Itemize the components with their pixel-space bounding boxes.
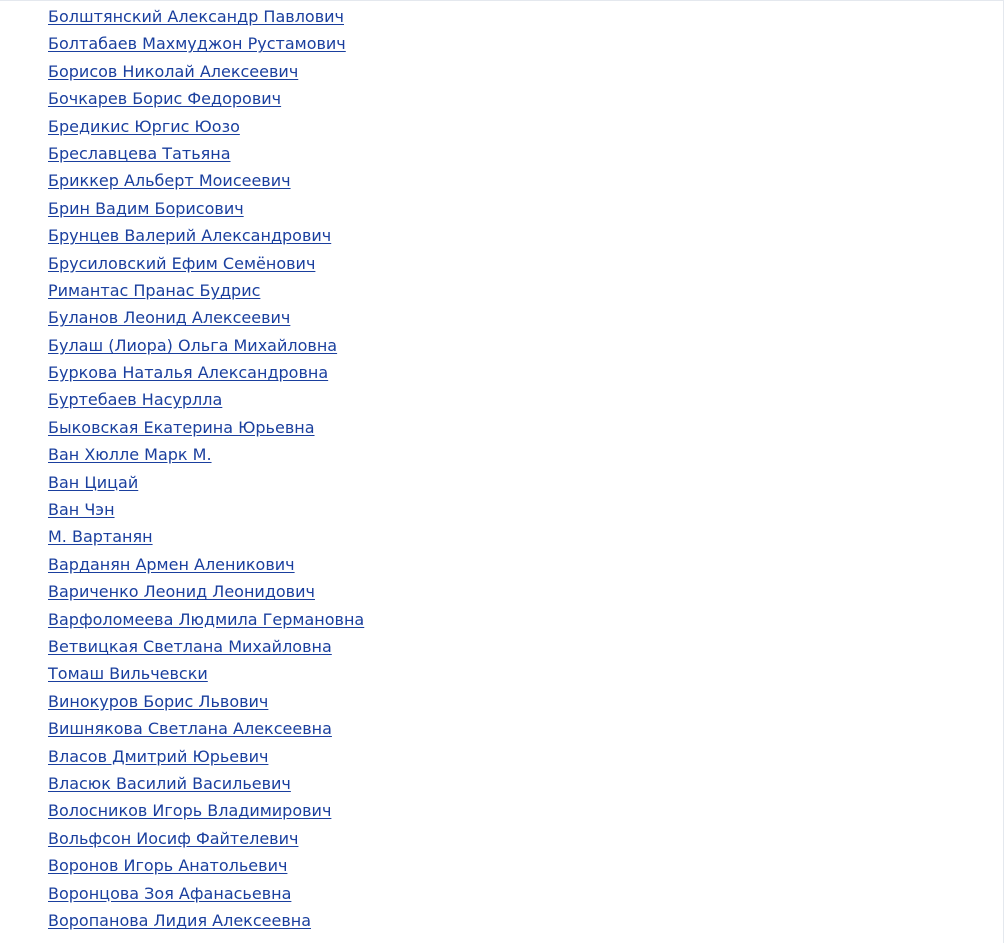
author-name-link[interactable]: Волосников Игорь Владимирович	[48, 801, 332, 821]
author-name-link[interactable]: Власов Дмитрий Юрьевич	[48, 746, 269, 766]
list-item	[48, 880, 364, 907]
author-name-link[interactable]: Буланов Леонид Алексеевич	[48, 308, 291, 328]
list-item	[48, 715, 364, 742]
author-name-link[interactable]: Брин Вадим Борисович	[48, 198, 244, 218]
author-name-link[interactable]: Воронцова Зоя Афанасьевна	[48, 883, 292, 903]
list-item	[48, 743, 364, 770]
list-item	[48, 496, 364, 523]
list-item	[48, 797, 364, 824]
author-name-link[interactable]: Брунцев Валерий Александрович	[48, 226, 332, 246]
list-item	[48, 113, 364, 140]
list-item	[48, 386, 364, 413]
list-item	[48, 332, 364, 359]
list-item	[48, 222, 364, 249]
author-name-link[interactable]: Булаш (Лиора) Ольга Михайловна	[48, 335, 338, 355]
list-item	[48, 523, 364, 550]
list-item	[48, 195, 364, 222]
author-name-link[interactable]: Бредикис Юргис Юозо	[48, 116, 240, 136]
author-name-link[interactable]: Ван Чэн	[48, 500, 115, 520]
author-name-list	[48, 3, 364, 934]
author-name-link[interactable]: Ван Хюлле Марк М.	[48, 445, 212, 465]
author-name-link[interactable]: Болштянский Александр Павлович	[48, 7, 344, 26]
list-item	[48, 3, 364, 30]
author-name-link[interactable]: Варданян Армен Аленикович	[48, 554, 295, 574]
list-item	[48, 660, 364, 687]
author-name-link[interactable]: Борисов Николай Алексеевич	[48, 61, 299, 81]
author-name-link[interactable]: Власюк Василий Васильевич	[48, 773, 291, 793]
author-name-link[interactable]: Римантас Пранас Будрис	[48, 280, 261, 300]
author-name-link[interactable]: Ветвицкая Светлана Михайловна	[48, 636, 332, 656]
author-name-link[interactable]: Быковская Екатерина Юрьевна	[48, 417, 315, 437]
list-item	[48, 58, 364, 85]
list-item	[48, 304, 364, 331]
list-item	[48, 359, 364, 386]
list-item	[48, 469, 364, 496]
author-name-link[interactable]: Варфоломеева Людмила Германовна	[48, 609, 365, 629]
list-item	[48, 825, 364, 852]
list-item	[48, 606, 364, 633]
author-name-link[interactable]: Винокуров Борис Львович	[48, 691, 269, 711]
list-item	[48, 277, 364, 304]
list-item	[48, 770, 364, 797]
list-item	[48, 85, 364, 112]
author-name-link[interactable]: Томаш Вильчевски	[48, 664, 208, 684]
list-item	[48, 167, 364, 194]
author-name-link[interactable]: Вольфсон Иосиф Файтелевич	[48, 828, 299, 848]
list-item	[48, 688, 364, 715]
list-item	[48, 30, 364, 57]
list-item	[48, 907, 364, 934]
author-name-link[interactable]: Болтабаев Махмуджон Рустамович	[48, 34, 346, 54]
list-item	[48, 578, 364, 605]
author-name-link[interactable]: Воропанова Лидия Алексеевна	[48, 910, 312, 930]
list-item	[48, 441, 364, 468]
list-item	[48, 551, 364, 578]
author-name-link[interactable]: Буркова Наталья Александровна	[48, 363, 329, 383]
author-name-link[interactable]: Брусиловский Ефим Семёнович	[48, 253, 316, 273]
author-name-link[interactable]: Вишнякова Светлана Алексеевна	[48, 719, 332, 739]
list-item	[48, 250, 364, 277]
author-name-link[interactable]: Бочкарев Борис Федорович	[48, 89, 282, 109]
author-name-link[interactable]: Вариченко Леонид Леонидович	[48, 582, 315, 602]
list-item	[48, 140, 364, 167]
author-name-link[interactable]: Воронов Игорь Анатольевич	[48, 856, 288, 876]
author-name-link[interactable]: Ван Цицай	[48, 472, 139, 492]
list-item	[48, 414, 364, 441]
author-name-link[interactable]: Бреславцева Татьяна	[48, 143, 231, 163]
list-item	[48, 852, 364, 879]
author-name-link[interactable]: Буртебаев Насурлла	[48, 390, 223, 410]
list-item	[48, 633, 364, 660]
author-name-link[interactable]: М. Вартанян	[48, 527, 153, 547]
author-name-link[interactable]: Бриккер Альберт Моисеевич	[48, 171, 291, 191]
